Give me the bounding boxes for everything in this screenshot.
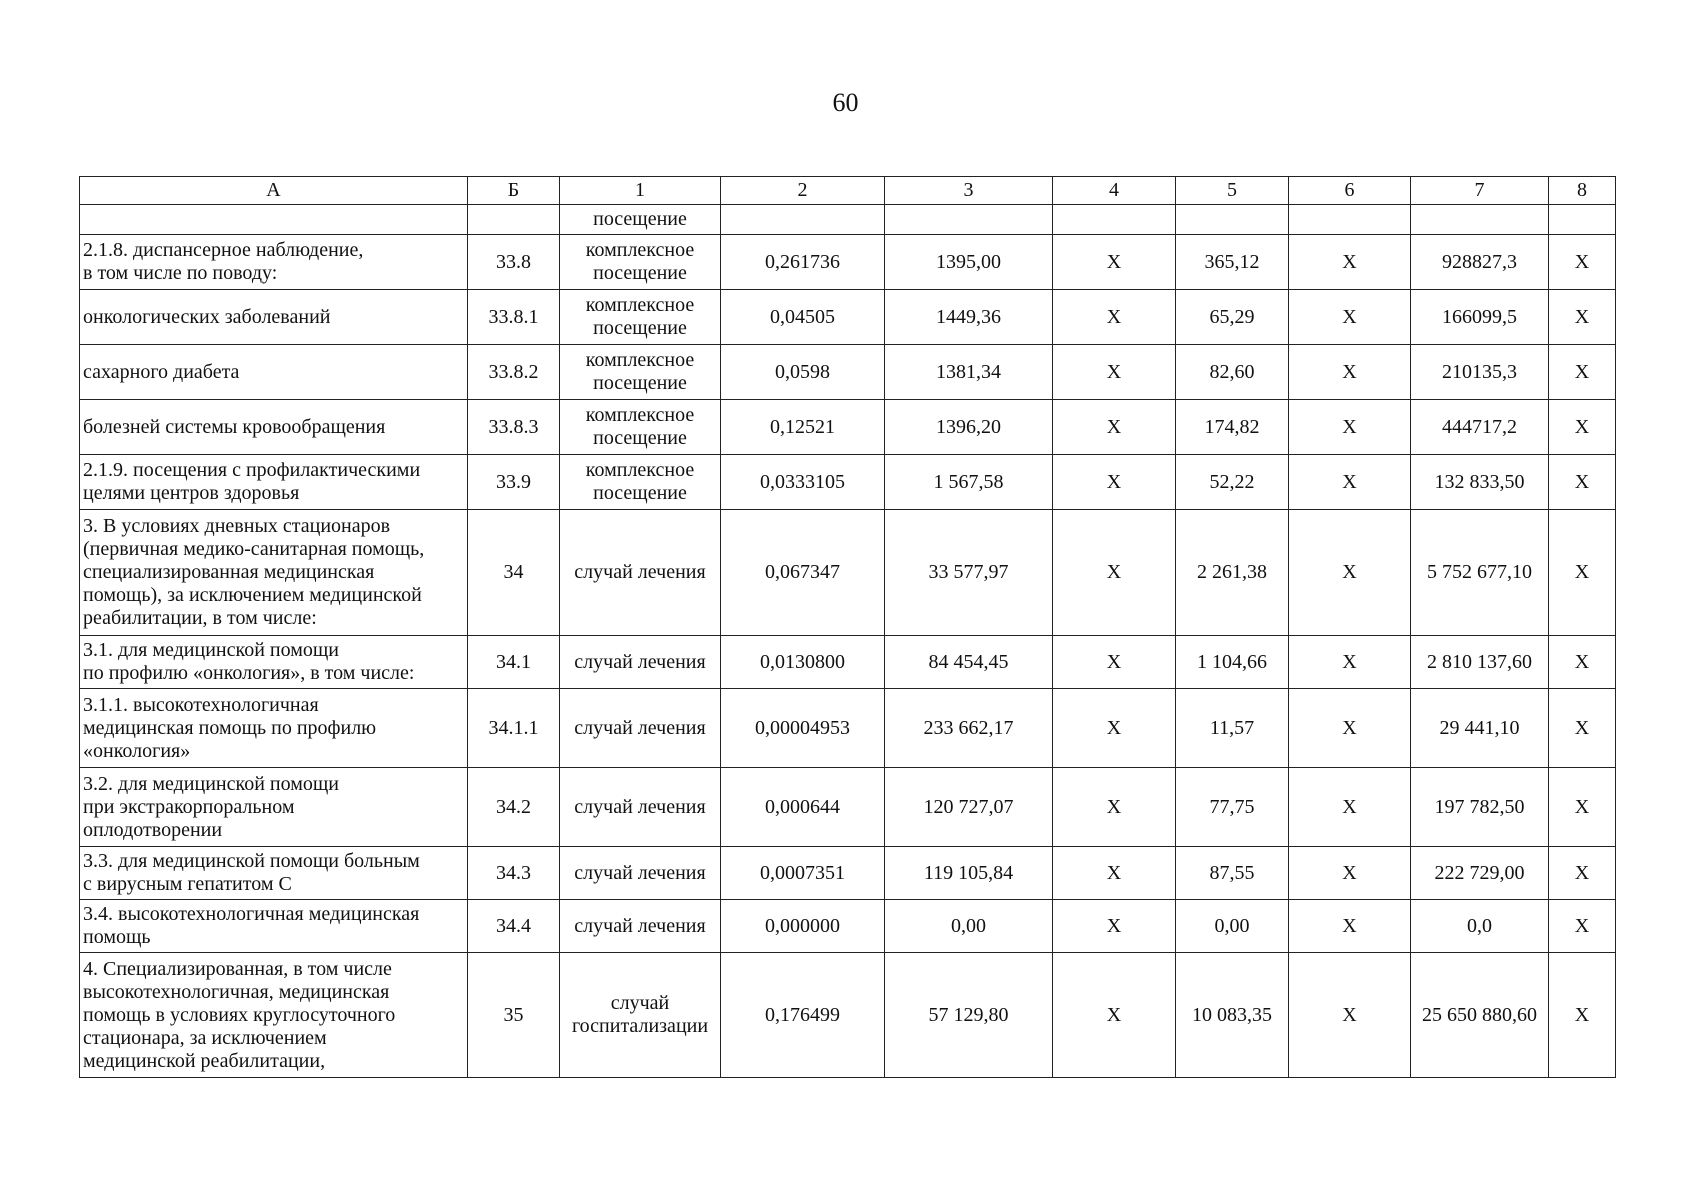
table-cell: Х — [1053, 400, 1176, 455]
table-cell: Х — [1289, 847, 1411, 900]
column-header: Б — [468, 177, 560, 205]
table-row — [80, 290, 1616, 345]
table-cell: Х — [1053, 953, 1176, 1078]
table-cell: 0,0 — [1411, 900, 1549, 953]
table-cell: Х — [1289, 290, 1411, 345]
table-body — [80, 205, 1616, 1078]
table-row — [80, 768, 1616, 847]
column-header: 2 — [721, 177, 885, 205]
table-cell: 82,60 — [1176, 345, 1289, 400]
table-cell: 120 727,07 — [885, 768, 1053, 847]
table-cell — [1176, 205, 1289, 235]
table-cell: 0,00 — [885, 900, 1053, 953]
table-cell: Х — [1549, 636, 1616, 689]
table-cell: 1395,00 — [885, 235, 1053, 290]
table-cell — [1411, 205, 1549, 235]
table-cell: Х — [1289, 510, 1411, 636]
table-cell: Х — [1549, 768, 1616, 847]
table-cell: 1 104,66 — [1176, 636, 1289, 689]
table-cell: Х — [1549, 953, 1616, 1078]
column-header: 4 — [1053, 177, 1176, 205]
row-label-cell: болезней системы кровообращения — [80, 400, 468, 455]
table-cell: 34.1.1 — [468, 689, 560, 768]
table-row — [80, 400, 1616, 455]
table-cell: 233 662,17 — [885, 689, 1053, 768]
table-cell: комплексное посещение — [560, 235, 721, 290]
table-row — [80, 900, 1616, 953]
table-cell: 33.8 — [468, 235, 560, 290]
table-cell: 1 567,58 — [885, 455, 1053, 510]
table-cell: случай лечения — [560, 510, 721, 636]
table-cell: 34.4 — [468, 900, 560, 953]
table-cell: 0,261736 — [721, 235, 885, 290]
table-cell: Х — [1053, 847, 1176, 900]
table-cell: 52,22 — [1176, 455, 1289, 510]
table-cell: Х — [1549, 847, 1616, 900]
table-cell: Х — [1289, 768, 1411, 847]
row-label-cell: 3. В условиях дневных стационаров (первичная медико-санитарная помощь, специализированная медицинская помощь), за исключением медицинской реабилитации, в том числе: — [80, 510, 468, 636]
table-cell: Х — [1053, 768, 1176, 847]
table-row — [80, 953, 1616, 1078]
table-cell: Х — [1549, 290, 1616, 345]
row-label-cell: 3.3. для медицинской помощи больным с вирусным гепатитом С — [80, 847, 468, 900]
table-cell: 0,0598 — [721, 345, 885, 400]
row-label-cell: 3.1.1. высокотехнологичная медицинская помощь по профилю «онкология» — [80, 689, 468, 768]
table-cell: Х — [1053, 235, 1176, 290]
table-cell: 119 105,84 — [885, 847, 1053, 900]
table-cell: случай лечения — [560, 847, 721, 900]
table-cell: 33.8.2 — [468, 345, 560, 400]
table-cell: 29 441,10 — [1411, 689, 1549, 768]
table-row — [80, 205, 1616, 235]
table-cell: случай лечения — [560, 636, 721, 689]
table-cell: 1381,34 — [885, 345, 1053, 400]
table-cell: 928827,3 — [1411, 235, 1549, 290]
table-cell: 0,0130800 — [721, 636, 885, 689]
table-cell: 365,12 — [1176, 235, 1289, 290]
row-label-cell: сахарного диабета — [80, 345, 468, 400]
table-cell: 2 261,38 — [1176, 510, 1289, 636]
table-cell: Х — [1289, 400, 1411, 455]
column-header: 1 — [560, 177, 721, 205]
table-cell: Х — [1549, 689, 1616, 768]
column-header: 7 — [1411, 177, 1549, 205]
table-cell: 210135,3 — [1411, 345, 1549, 400]
column-header: 5 — [1176, 177, 1289, 205]
table-cell: Х — [1053, 345, 1176, 400]
table-cell: комплексное посещение — [560, 455, 721, 510]
table-cell — [1053, 205, 1176, 235]
table-cell: 132 833,50 — [1411, 455, 1549, 510]
table-cell: комплексное посещение — [560, 400, 721, 455]
table-cell — [885, 205, 1053, 235]
table-cell — [1549, 205, 1616, 235]
table-cell: Х — [1549, 400, 1616, 455]
table-cell: 444717,2 — [1411, 400, 1549, 455]
table-cell: Х — [1289, 636, 1411, 689]
table-cell: 0,04505 — [721, 290, 885, 345]
table-cell: Х — [1053, 689, 1176, 768]
table-cell: Х — [1053, 290, 1176, 345]
table-cell: 10 083,35 — [1176, 953, 1289, 1078]
row-label-cell: 3.4. высокотехнологичная медицинская помощь — [80, 900, 468, 953]
table-cell: случай лечения — [560, 900, 721, 953]
table-cell: Х — [1053, 455, 1176, 510]
table-cell: 11,57 — [1176, 689, 1289, 768]
table-cell: случай лечения — [560, 689, 721, 768]
table-cell: 0,12521 — [721, 400, 885, 455]
table-row — [80, 510, 1616, 636]
table-cell: Х — [1549, 510, 1616, 636]
table-cell: 222 729,00 — [1411, 847, 1549, 900]
table-cell: 65,29 — [1176, 290, 1289, 345]
table-cell — [468, 205, 560, 235]
row-label-cell — [80, 205, 468, 235]
table-cell: 34.2 — [468, 768, 560, 847]
table-row — [80, 235, 1616, 290]
table-cell: Х — [1289, 235, 1411, 290]
page-number: 60 — [832, 88, 859, 117]
table-cell: случай лечения — [560, 768, 721, 847]
row-label-cell: 3.1. для медицинской помощи по профилю «онкология», в том числе: — [80, 636, 468, 689]
table-cell: Х — [1053, 510, 1176, 636]
table-cell: 33.8.3 — [468, 400, 560, 455]
row-label-cell: 2.1.8. диспансерное наблюдение, в том числе по поводу: — [80, 235, 468, 290]
table-cell: 166099,5 — [1411, 290, 1549, 345]
table-cell: Х — [1549, 235, 1616, 290]
table-row — [80, 636, 1616, 689]
table-cell: 174,82 — [1176, 400, 1289, 455]
table-cell: Х — [1289, 345, 1411, 400]
table-cell: Х — [1549, 455, 1616, 510]
table-row — [80, 345, 1616, 400]
row-label-cell: 4. Специализированная, в том числе высокотехнологичная, медицинская помощь в условиях круглосуточного стационара, за исключением медицинской реабилитации, — [80, 953, 468, 1078]
table-cell: 0,067347 — [721, 510, 885, 636]
column-header: 6 — [1289, 177, 1411, 205]
table-cell: комплексное посещение — [560, 345, 721, 400]
table-cell — [1289, 205, 1411, 235]
table-cell: Х — [1549, 900, 1616, 953]
table-cell: случай госпитализации — [560, 953, 721, 1078]
column-header: А — [80, 177, 468, 205]
table-cell: 0,00004953 — [721, 689, 885, 768]
data-table — [79, 176, 1616, 1078]
table-cell: 0,0333105 — [721, 455, 885, 510]
table-cell: 0,000644 — [721, 768, 885, 847]
table-cell: 33 577,97 — [885, 510, 1053, 636]
table-cell: 33.9 — [468, 455, 560, 510]
table-cell: 5 752 677,10 — [1411, 510, 1549, 636]
column-header: 3 — [885, 177, 1053, 205]
table-cell: Х — [1289, 953, 1411, 1078]
table-cell: Х — [1289, 900, 1411, 953]
table-cell: Х — [1549, 345, 1616, 400]
row-label-cell: онкологических заболеваний — [80, 290, 468, 345]
table-cell: 0,000000 — [721, 900, 885, 953]
table-cell: 34.1 — [468, 636, 560, 689]
table-cell: 1396,20 — [885, 400, 1053, 455]
table-cell: Х — [1053, 636, 1176, 689]
table-cell: Х — [1289, 689, 1411, 768]
table-row — [80, 847, 1616, 900]
table-cell: 57 129,80 — [885, 953, 1053, 1078]
table-row — [80, 689, 1616, 768]
table-cell: 34 — [468, 510, 560, 636]
table-cell: 1449,36 — [885, 290, 1053, 345]
table-cell — [721, 205, 885, 235]
table-cell: 0,176499 — [721, 953, 885, 1078]
table-cell: посещение — [560, 205, 721, 235]
table-cell: 35 — [468, 953, 560, 1078]
row-label-cell: 3.2. для медицинской помощи при экстракорпоральном оплодотворении — [80, 768, 468, 847]
table-cell: 0,0007351 — [721, 847, 885, 900]
column-header: 8 — [1549, 177, 1616, 205]
table-cell: комплексное посещение — [560, 290, 721, 345]
table-cell: 33.8.1 — [468, 290, 560, 345]
table-cell: 2 810 137,60 — [1411, 636, 1549, 689]
table-cell: 77,75 — [1176, 768, 1289, 847]
table-cell: 87,55 — [1176, 847, 1289, 900]
table-cell: 25 650 880,60 — [1411, 953, 1549, 1078]
table-cell: 84 454,45 — [885, 636, 1053, 689]
table-cell: Х — [1289, 455, 1411, 510]
table-cell: 197 782,50 — [1411, 768, 1549, 847]
table-cell: 0,00 — [1176, 900, 1289, 953]
table-header-row — [80, 177, 1616, 205]
row-label-cell: 2.1.9. посещения с профилактическими целями центров здоровья — [80, 455, 468, 510]
table-cell: 34.3 — [468, 847, 560, 900]
table-row — [80, 455, 1616, 510]
table-cell: Х — [1053, 900, 1176, 953]
